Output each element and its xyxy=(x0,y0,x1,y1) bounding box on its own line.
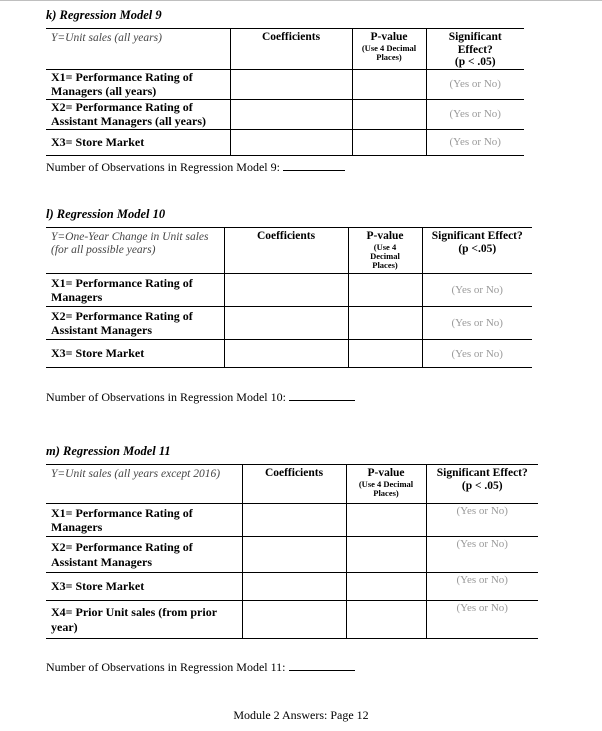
model-10-row-3-coefficient-input[interactable] xyxy=(224,340,348,368)
page-footer: Module 2 Answers: Page 12 xyxy=(233,708,369,722)
model-10-observations-blank[interactable] xyxy=(289,399,355,401)
model-9-row-3-significance-input[interactable]: (Yes or No) xyxy=(426,129,524,155)
model-10-row-3-label: X3= Store Market xyxy=(46,340,224,368)
pvalue-label: P-value xyxy=(370,31,408,43)
model-11-row-4-significance-input[interactable]: (Yes or No) xyxy=(426,601,538,639)
pvalue-label: P-value xyxy=(366,230,404,242)
model-9-row-1-label: X1= Performance Rating of Managers (all years) xyxy=(46,69,230,99)
model-10-dependent-variable: Y=One-Year Change in Unit sales (for all possible years) xyxy=(46,228,224,274)
pvalue-note: (Use 4 Decimal Places) xyxy=(358,478,414,498)
model-11-row-3-pvalue-input[interactable] xyxy=(346,573,426,601)
model-10-row-1-label: X1= Performance Rating of Managers xyxy=(46,274,224,307)
model-10-row-2-coefficient-input[interactable] xyxy=(224,307,348,340)
model-10-coefficients-header: Coefficients xyxy=(224,228,348,274)
model-11-row-3-significance-input[interactable]: (Yes or No) xyxy=(426,573,538,601)
model-9-row-3-coefficient-input[interactable] xyxy=(230,129,352,155)
model-9-observations-blank[interactable] xyxy=(283,169,345,171)
model-11-row-1-pvalue-input[interactable] xyxy=(346,504,426,537)
model-10-row-2-pvalue-input[interactable] xyxy=(348,307,422,340)
model-11-row-1-label: X1= Performance Rating of Managers xyxy=(46,504,242,537)
model-11-title: m) Regression Model 11 xyxy=(46,444,171,458)
model-11-row-1-coefficient-input[interactable] xyxy=(242,504,346,537)
model-11-row-3-label: X3= Store Market xyxy=(46,573,242,601)
model-9-observations-label: Number of Observations in Regression Model 9: xyxy=(46,160,280,174)
pvalue-note: (Use 4 Decimal Places) xyxy=(361,42,417,62)
model-10-table xyxy=(46,227,532,368)
model-10-title: l) Regression Model 10 xyxy=(46,207,166,221)
model-11-row-4-coefficient-input[interactable] xyxy=(242,601,346,639)
model-10-row-1-pvalue-input[interactable] xyxy=(348,274,422,307)
model-10-row-3-significance-input[interactable]: (Yes or No) xyxy=(422,340,532,368)
model-10-row-3-pvalue-input[interactable] xyxy=(348,340,422,368)
model-11-row-2-label: X2= Performance Rating of Assistant Managers xyxy=(46,537,242,573)
model-11-row-2-pvalue-input[interactable] xyxy=(346,537,426,573)
model-9-row-3-label: X3= Store Market xyxy=(46,129,230,155)
model-9-pvalue-header xyxy=(352,29,426,70)
model-9-table xyxy=(46,28,524,156)
significance-label: Significant Effect? xyxy=(448,31,502,56)
model-11-row-1-significance-input[interactable]: (Yes or No) xyxy=(426,504,538,537)
model-9-row-2-label: X2= Performance Rating of Assistant Managers (all years) xyxy=(46,99,230,129)
significance-label: Significant Effect? xyxy=(431,230,523,242)
pvalue-label: P-value xyxy=(367,467,405,479)
model-10-observations xyxy=(46,390,355,405)
model-10-row-2-significance-input[interactable]: (Yes or No) xyxy=(422,307,532,340)
model-10-row-1-coefficient-input[interactable] xyxy=(224,274,348,307)
model-9-row-3-pvalue-input[interactable] xyxy=(352,129,426,155)
model-11-observations-label: Number of Observations in Regression Model 11: xyxy=(46,660,286,674)
model-10-significance-header xyxy=(422,228,532,274)
significance-threshold: (p <.05) xyxy=(458,242,497,255)
significance-threshold: (p < .05) xyxy=(454,56,496,69)
model-11-row-2-significance-input[interactable]: (Yes or No) xyxy=(426,537,538,573)
page-top-edge xyxy=(0,0,602,1)
model-9-row-2-significance-input[interactable]: (Yes or No) xyxy=(426,99,524,129)
model-10-pvalue-header xyxy=(348,228,422,274)
model-11-pvalue-header xyxy=(346,465,426,504)
model-9-dependent-variable: Y=Unit sales (all years) xyxy=(46,29,230,70)
model-10-row-2-label: X2= Performance Rating of Assistant Managers xyxy=(46,307,224,340)
significance-label: Significant Effect? xyxy=(436,467,528,479)
model-11-dependent-variable: Y=Unit sales (all years except 2016) xyxy=(46,465,242,504)
model-9-row-2-pvalue-input[interactable] xyxy=(352,99,426,129)
model-11-coefficients-header: Coefficients xyxy=(242,465,346,504)
model-11-row-2-coefficient-input[interactable] xyxy=(242,537,346,573)
model-9-title: k) Regression Model 9 xyxy=(46,8,162,22)
model-9-coefficients-header: Coefficients xyxy=(230,29,352,70)
significance-threshold: (p < .05) xyxy=(461,479,503,492)
pvalue-note: (Use 4 Decimal Places) xyxy=(370,241,400,271)
model-11-row-4-pvalue-input[interactable] xyxy=(346,601,426,639)
model-10-row-1-significance-input[interactable]: (Yes or No) xyxy=(422,274,532,307)
model-11-observations-blank[interactable] xyxy=(289,669,355,671)
model-9-row-1-pvalue-input[interactable] xyxy=(352,69,426,99)
model-9-row-1-significance-input[interactable]: (Yes or No) xyxy=(426,69,524,99)
model-11-row-3-coefficient-input[interactable] xyxy=(242,573,346,601)
model-11-table xyxy=(46,464,538,639)
model-11-significance-header xyxy=(426,465,538,504)
model-11-observations xyxy=(46,660,355,675)
model-9-observations xyxy=(46,160,345,175)
model-9-row-2-coefficient-input[interactable] xyxy=(230,99,352,129)
model-9-significance-header xyxy=(426,29,524,70)
model-10-observations-label: Number of Observations in Regression Model 10: xyxy=(46,390,286,404)
model-11-row-4-label: X4= Prior Unit sales (from prior year) xyxy=(46,601,242,639)
model-9-row-1-coefficient-input[interactable] xyxy=(230,69,352,99)
